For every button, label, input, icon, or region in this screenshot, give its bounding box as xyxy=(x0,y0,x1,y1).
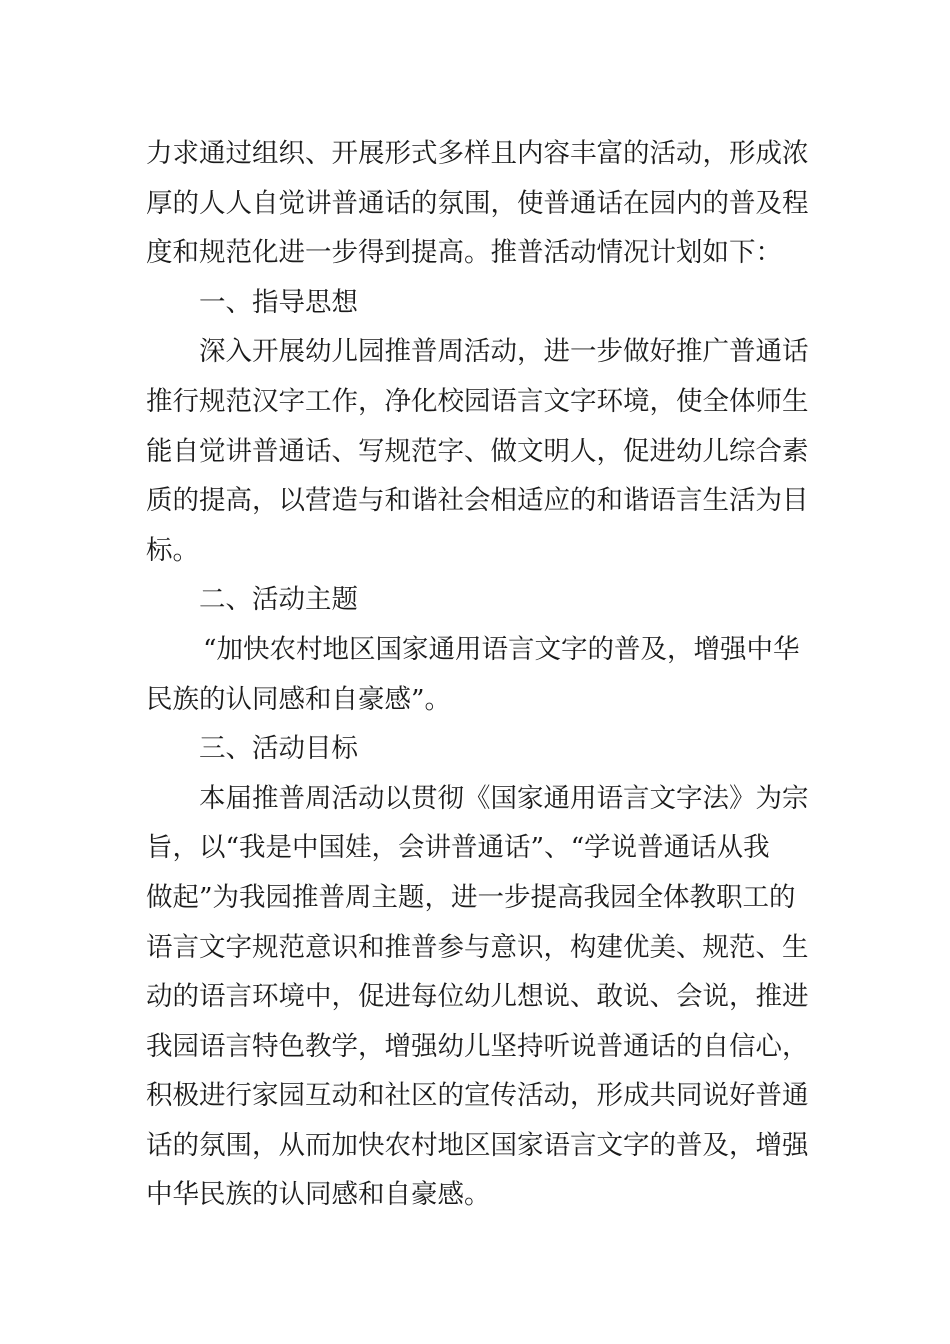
body-line: 语言文字规范意识和推普参与意识，构建优美、规范、生 xyxy=(146,931,809,963)
section-heading-activity-theme: 二、活动主题 xyxy=(199,584,358,616)
body-line: 旨，以“我是中国娃，会讲普通话”、“学说普通话从我 xyxy=(146,832,770,864)
body-line: 能自觉讲普通话、写规范字、做文明人，促进幼儿综合素 xyxy=(146,435,809,467)
body-line: 推行规范汉字工作，净化校园语言文字环境，使全体师生 xyxy=(146,385,809,417)
section-heading-guiding-thought: 一、指导思想 xyxy=(199,286,358,318)
body-line: “加快农村地区国家通用语言文字的普及，增强中华 xyxy=(203,633,800,665)
body-line: 话的氛围，从而加快农村地区国家语言文字的普及，增强 xyxy=(146,1129,809,1161)
body-line: 力求通过组织、开展形式多样且内容丰富的活动，形成浓 xyxy=(146,138,809,169)
body-line: 动的语言环境中，促进每位幼儿想说、敢说、会说，推进 xyxy=(146,981,809,1013)
body-line: 中华民族的认同感和自豪感。 xyxy=(146,1179,491,1211)
body-line: 做起”为我园推普周主题，进一步提高我园全体教职工的 xyxy=(146,881,796,913)
body-line: 本届推普周活动以贯彻《国家通用语言文字法》为宗 xyxy=(199,782,809,814)
section-heading-activity-goals: 三、活动目标 xyxy=(199,733,358,765)
body-line: 度和规范化进一步得到提高。推普活动情况计划如下： xyxy=(146,237,782,269)
body-line: 民族的认同感和自豪感”。 xyxy=(146,683,452,715)
body-line: 质的提高，以营造与和谐社会相适应的和谐语言生活为目 xyxy=(146,485,809,517)
body-line: 我园语言特色教学，增强幼儿坚持听说普通话的自信心， xyxy=(146,1030,809,1062)
body-line: 厚的人人自觉讲普通话的氛围，使普通话在园内的普及程 xyxy=(146,187,809,219)
body-line: 深入开展幼儿园推普周活动，进一步做好推广普通话 xyxy=(199,336,809,368)
document-body xyxy=(146,129,808,1220)
body-line: 积极进行家园互动和社区的宣传活动，形成共同说好普通 xyxy=(146,1080,809,1112)
body-line: 标。 xyxy=(146,534,199,566)
